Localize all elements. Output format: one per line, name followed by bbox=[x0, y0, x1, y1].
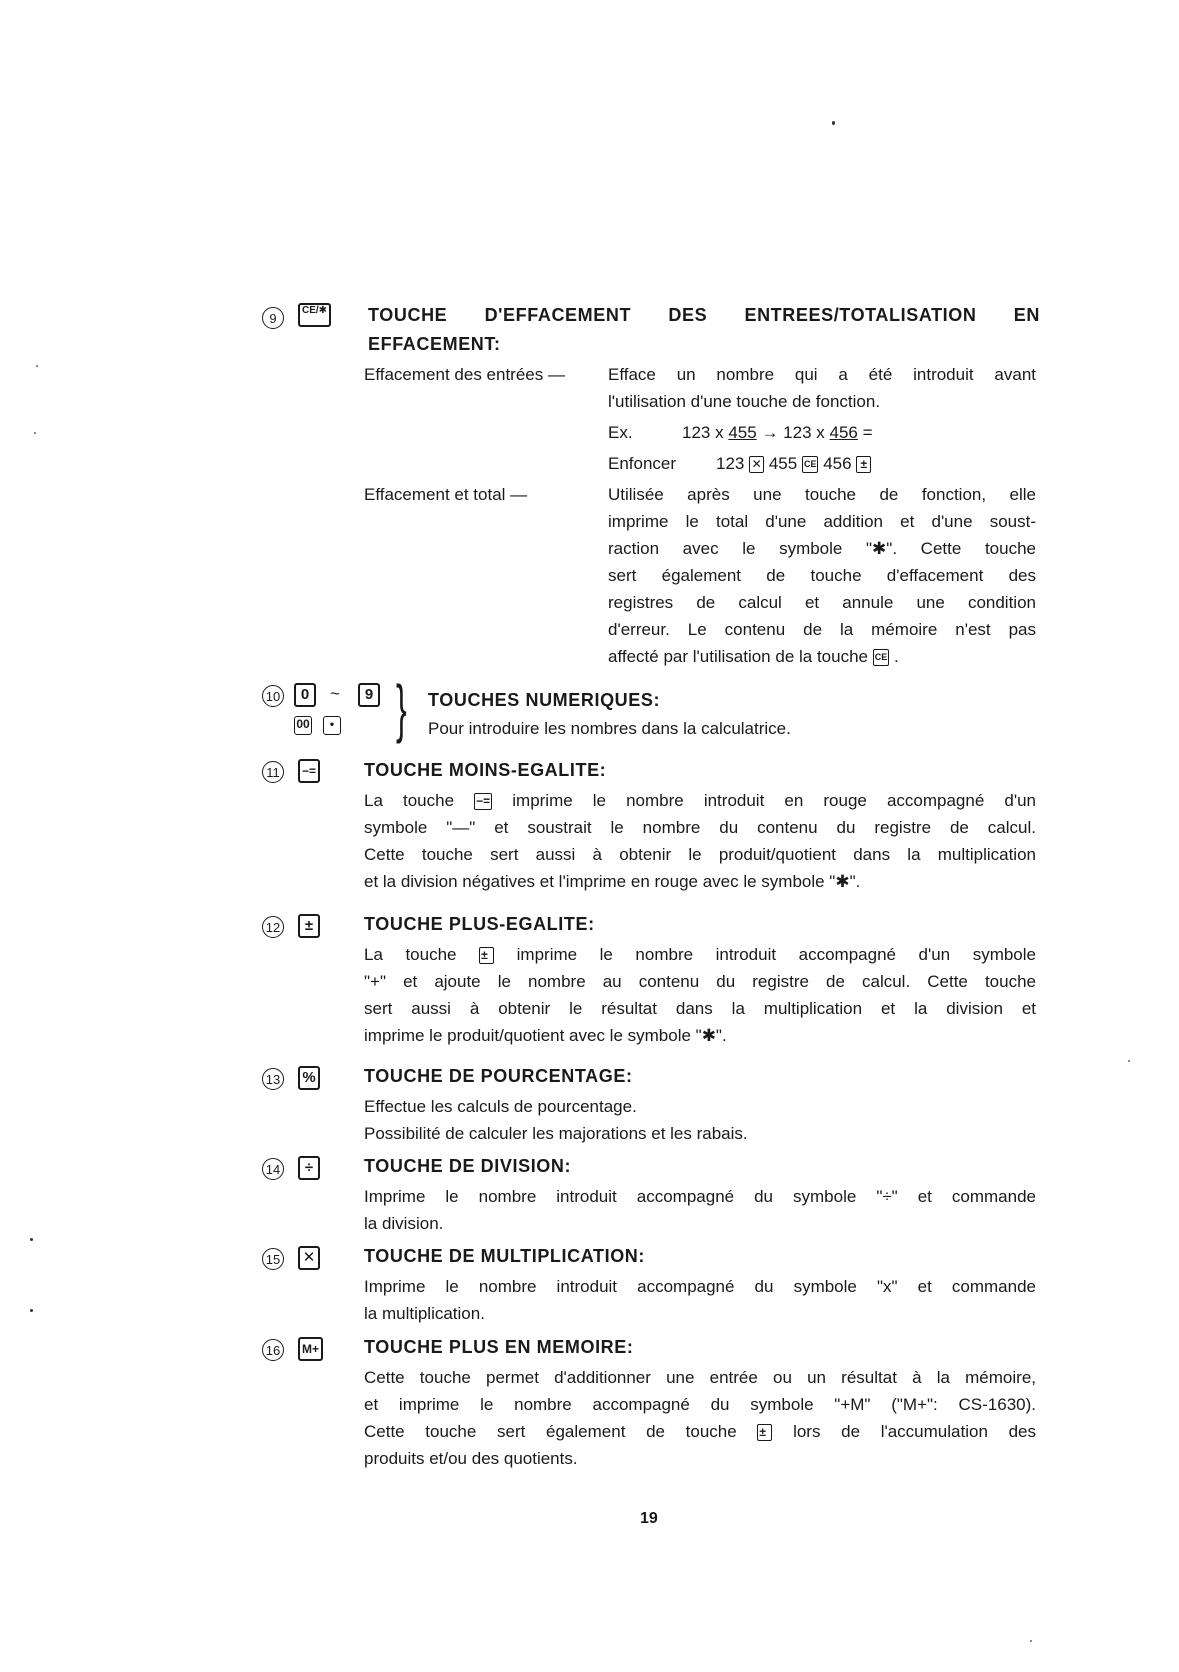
plus-equal-key-icon: ± bbox=[856, 456, 871, 473]
section-10-text: Pour introduire les nombres dans la calculatrice. bbox=[428, 719, 791, 738]
item-number-10: 10 bbox=[262, 685, 284, 707]
total-clear-text-6: d'erreur. Le contenu de la mémoire n'est pas bbox=[608, 620, 1036, 639]
minus-equal-key-icon: −= bbox=[476, 794, 491, 809]
brace-icon: } bbox=[396, 672, 407, 744]
section-16-text-4: produits et/ou des quotients. bbox=[364, 1449, 578, 1468]
section-14-text-1: Imprime le nombre introduit accompagné du symbole "÷" et commande bbox=[364, 1187, 1036, 1206]
section-16-text-1: Cette touche permet d'additionner une entrée ou un résultat à la mémoire, bbox=[364, 1368, 1036, 1387]
entry-clear-label: Effacement des entrées — bbox=[364, 365, 565, 384]
total-clear-text-2: imprime le total d'une addition et d'une soust- bbox=[608, 512, 1036, 531]
item-number-11: 11 bbox=[262, 761, 284, 783]
total-clear-text-4: sert également de touche d'effacement des bbox=[608, 566, 1036, 585]
section-16-text-3: Cette touche sert également de touche ± lors de l'accumulation des bbox=[364, 1422, 1036, 1441]
entry-clear-text-1: Efface un nombre qui a été introduit avant bbox=[608, 365, 1036, 384]
scan-speck bbox=[30, 1309, 33, 1312]
total-clear-text-3: raction avec le symbole "✱". Cette touche bbox=[608, 539, 1036, 558]
section-13-text-2: Possibilité de calculer les majorations et les rabais. bbox=[364, 1124, 748, 1143]
section-15-text-1: Imprime le nombre introduit accompagné du symbole "x" et commande bbox=[364, 1277, 1036, 1296]
section-12-text-4: imprime le produit/quotient avec le symbole "✱". bbox=[364, 1026, 727, 1045]
section-9-title-line1: TOUCHE D'EFFACEMENT DES ENTREES/TOTALISATION EN bbox=[368, 305, 1040, 325]
double-zero-key-icon: 00 bbox=[294, 716, 312, 735]
section-16-text-2: et imprime le nombre accompagné du symbole "+M" ("M+": CS-1630). bbox=[364, 1395, 1036, 1414]
zero-key-icon: 0 bbox=[294, 683, 316, 707]
total-clear-text-5: registres de calcul et annule une condition bbox=[608, 593, 1036, 612]
section-12-text-3: sert aussi à obtenir le résultat dans la multiplication et la division et bbox=[364, 999, 1036, 1018]
multiply-key-icon: ✕ bbox=[298, 1246, 320, 1270]
example-label: Ex. bbox=[608, 423, 633, 442]
multiply-key-icon: ✕ bbox=[749, 456, 764, 473]
section-12-text-2: "+" et ajoute le nombre au contenu du registre de calcul. Cette touche bbox=[364, 972, 1036, 991]
section-11-text-2: symbole "—" et soustrait le nombre du contenu du registre de calcul. bbox=[364, 818, 1036, 837]
plus-equal-key-icon: ± bbox=[479, 947, 494, 964]
section-14-title: TOUCHE DE DIVISION: bbox=[364, 1156, 572, 1176]
scan-speck bbox=[36, 365, 38, 367]
section-13-text-1: Effectue les calculs de pourcentage. bbox=[364, 1097, 637, 1116]
scan-speck bbox=[1128, 1060, 1130, 1062]
section-15-title: TOUCHE DE MULTIPLICATION: bbox=[364, 1246, 645, 1266]
entry-clear-text-2: l'utilisation d'une touche de fonction. bbox=[608, 392, 881, 411]
range-tilde: ~ bbox=[330, 684, 340, 703]
section-10-title: TOUCHES NUMERIQUES: bbox=[428, 690, 661, 710]
item-number-15: 15 bbox=[262, 1248, 284, 1270]
section-16-title: TOUCHE PLUS EN MEMOIRE: bbox=[364, 1337, 634, 1357]
section-9-title-line2: EFFACEMENT: bbox=[368, 334, 501, 354]
section-11-text-4: et la division négatives et l'imprime en rouge avec le symbole "✱". bbox=[364, 872, 861, 891]
scan-speck bbox=[34, 432, 36, 434]
scan-speck bbox=[1030, 1640, 1032, 1642]
divide-key-icon: ÷ bbox=[298, 1156, 320, 1180]
item-number-9: 9 bbox=[262, 307, 284, 329]
plus-equal-key-icon: ± bbox=[757, 1424, 772, 1441]
scan-speck bbox=[30, 1238, 33, 1241]
section-11-title: TOUCHE MOINS-EGALITE: bbox=[364, 760, 607, 780]
item-number-13: 13 bbox=[262, 1068, 284, 1090]
minus-equal-key-icon: −= bbox=[298, 759, 320, 783]
total-clear-label: Effacement et total — bbox=[364, 485, 528, 504]
scan-speck bbox=[832, 121, 835, 125]
section-11-text-3: Cette touche sert aussi à obtenir le produit/quotient dans la multiplication bbox=[364, 845, 1036, 864]
section-14-text-2: la division. bbox=[364, 1214, 444, 1233]
example-expression: 123 x 455 → 123 x 456 = bbox=[682, 423, 873, 442]
ce-key-icon: CE bbox=[873, 649, 890, 666]
plus-equal-key-icon: ± bbox=[298, 914, 320, 938]
page-number: 19 bbox=[640, 1510, 658, 1527]
press-label: Enfoncer bbox=[608, 454, 677, 473]
section-12-text-1: La touche ± imprime le nombre introduit accompagné d'un symbole bbox=[364, 945, 1036, 964]
item-number-16: 16 bbox=[262, 1339, 284, 1361]
section-13-title: TOUCHE DE POURCENTAGE: bbox=[364, 1066, 633, 1086]
ce-key-icon: CE/✱ bbox=[298, 303, 331, 327]
decimal-key-icon: • bbox=[323, 716, 341, 735]
press-sequence: 123 ✕ 455 CE 456 ± bbox=[716, 450, 871, 477]
section-11-text-1: La touche −= imprime le nombre introduit en rouge accompagné d'un bbox=[364, 791, 1036, 810]
item-number-12: 12 bbox=[262, 916, 284, 938]
section-15-text-2: la multiplication. bbox=[364, 1304, 485, 1323]
section-12-title: TOUCHE PLUS-EGALITE: bbox=[364, 914, 595, 934]
total-clear-text-7: affecté par l'utilisation de la touche CE . bbox=[608, 647, 899, 666]
total-clear-text-1: Utilisée après une touche de fonction, elle bbox=[608, 485, 1036, 504]
nine-key-icon: 9 bbox=[358, 683, 380, 707]
item-number-14: 14 bbox=[262, 1158, 284, 1180]
percent-key-icon: % bbox=[298, 1066, 320, 1090]
memory-plus-key-icon: M+ bbox=[298, 1337, 323, 1361]
ce-key-icon: CE bbox=[802, 456, 819, 473]
